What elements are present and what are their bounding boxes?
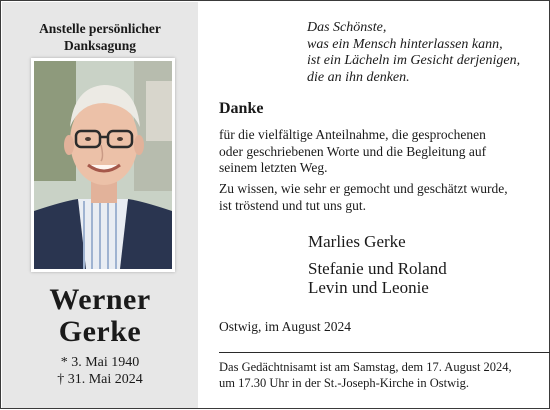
deceased-last-name: Gerke [58,315,142,348]
thanks-line: ist tröstend und tut uns gut. [219,197,367,213]
divider [219,352,550,353]
thanks-title: Danke [219,100,264,117]
portrait-photo [31,58,175,272]
birth-date: * 3. Mai 1940 [60,355,140,370]
quote-line: was ein Mensch hinterlassen kann, [307,36,503,52]
memorial-notice [219,359,549,391]
thanks-paragraph-1 [219,127,537,177]
notice-line: Das Gedächtnisamt ist am Samstag, dem 17. August 2024, [219,360,512,374]
thanks-line: seinem letzten Weg. [219,160,328,175]
thanks-line: Zu wissen, wie sehr er gemocht und geschätzt wurde, [219,181,508,196]
thanks-line: oder geschriebenen Worte und die Begleitung auf [219,143,487,159]
signer-line-2: Stefanie und Roland [308,259,447,278]
quote-line: ist ein Lächeln im Gesicht derjenigen, [307,53,521,68]
signer-line-3: Levin und Leonie [308,278,429,297]
signer-line-1: Marlies Gerke [308,232,406,251]
notice-line: um 17.30 Uhr in der St.-Joseph-Kirche in Ostwig. [219,376,469,390]
thanks-paragraph-2 [219,181,537,214]
thanks-line: für die vielfältige Anteilnahme, die gesprochenen [219,127,486,142]
life-dates [2,354,198,388]
quote-line: die an ihn denken. [307,69,410,85]
quote-line: Das Schönste, [307,20,387,35]
heading-line-2: Danksagung [63,38,137,53]
heading [2,20,198,54]
deceased-name [2,284,198,348]
signers [308,232,447,297]
quote [307,20,547,86]
death-date: † 31. Mai 2024 [57,372,143,387]
heading-line-1: Anstelle persönlicher [39,21,161,36]
left-panel [2,2,198,408]
deceased-first-name: Werner [49,283,151,316]
right-panel [219,1,537,410]
place-date: Ostwig, im August 2024 [219,319,352,334]
